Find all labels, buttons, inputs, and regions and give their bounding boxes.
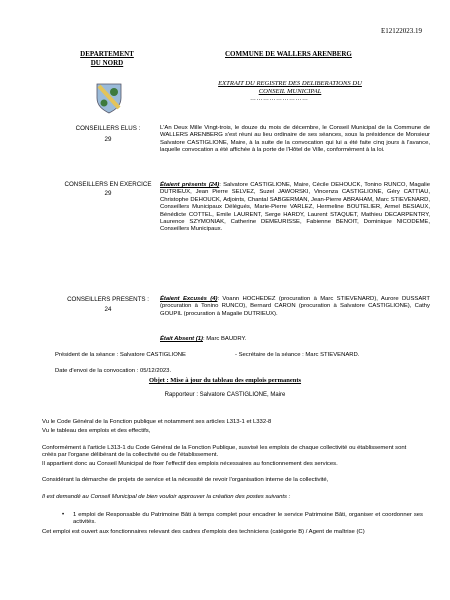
vu-line-1: Vu le Code Général de la Fonction publique et notamment ses articles L313-1 et L332-8 [42,419,272,425]
department-header [72,50,142,68]
department-line2: DU NORD [90,59,124,67]
secretaire-line: - Secrétaire de la séance : Marc STIEVENARD. [235,352,360,358]
extract-title [200,80,380,96]
presents-count: 24 [104,306,112,313]
excuses-list: : Voann HOCHEDEZ (procuration à Marc STIEVENARD), Aurore DUSSART (procuration à Tonino RUNCO), Bernard CARON (procuration à Salvatore CASTIGLIONE), Cathy GOUPIL (procuration à Magalie DUTRIEUX). [160,296,430,317]
presents-list: : Salvatore CASTIGLIONE, Maire, Cécile DEHOUCK, Tonino RUNCO, Magalie DUTRIEUX, Jean Pierre SELVEZ, Suzel JAWORSKI, Vincenza CASTIGLIONE, Géry CATTIAU, Christophe DEHOUCK, Adjoints, Chantal SABGERMAN, Jean-Pierre ABRAHAM, Marc STIEVENARD, Conseillers Municipaux Délégués, Marie-Pierre VARLEZ, Hermeline BOUTELIER, Armel BESIAUX, Bénédicte COTTEL, Emile LAURENT, Serge HARDY, Laurent STAQUET, Mathieu DECARPENTRY, Laurence SZYMONIAK, Catherine DEMEURISSE, Fabienne BENOIT, Dominique NICODEME, Conseillers Municipaux. [160,182,430,233]
absent-list: : Marc BAUDRY. [202,336,247,342]
intro-paragraph: L'An Deux Mille Vingt-trois, le douze du mois de décembre, le Conseil Municipal de la Commune de WALLERS ARENBERG s'est réuni au lieu ordinaire de ses séances, sous la présidence de Monsieur Salvatore CASTIGLIONE, Maire, à la suite de la convocation qui lui a été faite cinq jours à l'avance, laquelle convocation a été affichée à la porte de l'Hôtel de Ville, conformément à la loi. [160,125,430,154]
president-line: Président de la séance : Salvatore CASTIGLIONE [55,352,186,358]
presents-paragraph [160,182,430,234]
excuses-heading: Étaient Excusés (4) [160,296,218,302]
department-line1: DEPARTEMENT [80,50,134,58]
conformement-paragraph: Conformément à l'article L313-1 du Code Général de la Fonction Publique, susvisé les emplois de chaque collectivité ou établissement sont créés par l'organe délibérant de la collectivité ou de l'établissement. [42,445,407,459]
absent-heading: Était Absent (1) [160,336,203,342]
bullet-icon: • [62,512,65,518]
presents-heading: Étaient présents (24) [160,182,220,188]
considerant-paragraph: Considérant la démarche de projets de service et la nécessité de revoir l'organisation interne de la collectivité, [42,477,329,483]
objet-heading [0,377,450,384]
poste-bullet: 1 emploi de Responsable du Patrimoine Bâti à temps complet pour encadrer le service Patrimoine Bâti, organiser et coordonner ses activités. [73,512,423,526]
presents-label: CONSEILLERS PRESENTS : [67,296,149,303]
demande-paragraph: Il est demandé au Conseil Municipal de bien vouloir approuver la création des postes suivants : [42,494,291,500]
absent-paragraph [160,336,430,343]
objet-label: Objet [148,377,165,384]
appartient-paragraph: Il appartient donc au Conseil Municipal de fixer l'effectif des emplois nécessaires au fonctionnement des services. [42,461,338,467]
elus-label: CONSEILLERS ELUS : [75,125,141,132]
exercice-count: 29 [104,190,112,197]
excuses-paragraph [160,296,430,318]
extract-title-line1: EXTRAIT DU REGISTRE DES DELIBERATIONS DU [218,80,362,87]
extract-title-line2: CONSEIL MUNICIPAL [258,88,322,95]
objet-text: : Mise à jour du tableau des emplois permanents [164,377,302,384]
emploi-paragraph: Cet emploi est ouvert aux fonctionnaires relevant des cadres d'emplois des techniciens (catégorie B) / Agent de maîtrise (C) [42,529,365,535]
document-reference: E12122023.19 [381,27,423,35]
title-dots: ……………………… [250,96,309,102]
exercice-label: CONSEILLERS EN EXERCICE [64,181,152,188]
convocation-date: Date d'envoi de la convocation : 05/12/2023. [55,368,172,374]
rapporteur-line: Rapporteur : Salvatore CASTIGLIONE, Maire [164,392,286,398]
commune-crest-icon [95,82,123,114]
vu-line-2: Vu le tableau des emplois et des effectifs, [42,428,151,434]
commune-header: COMMUNE DE WALLERS ARENBERG [225,50,352,58]
elus-count: 29 [104,136,112,143]
